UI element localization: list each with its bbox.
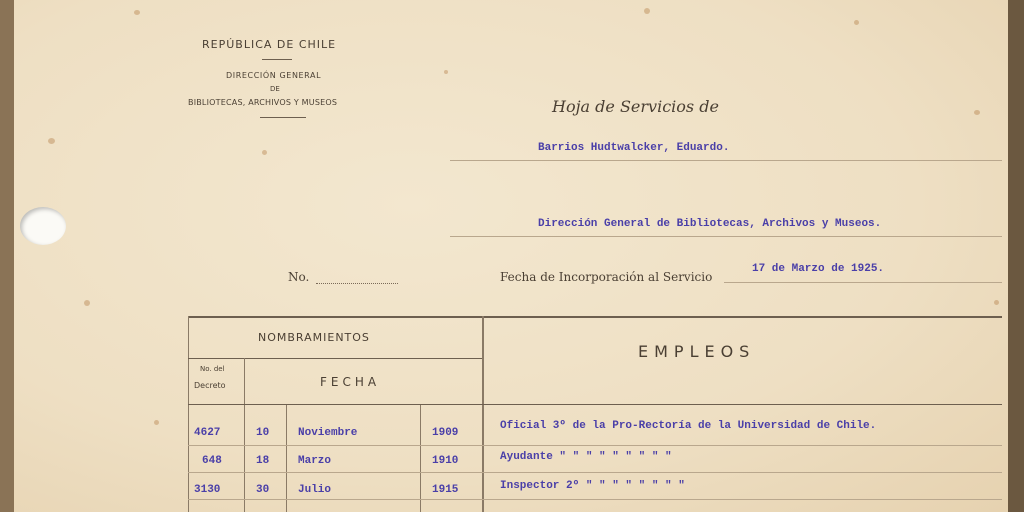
libraries-heading: BIBLIOTECAS, ARCHIVOS Y MUSEOS <box>188 98 338 107</box>
direction-heading: DIRECCIÓN GENERAL <box>226 71 322 80</box>
row-empleo: Inspector 2º " " " " " " " " <box>500 480 685 492</box>
row-rule <box>188 472 1002 473</box>
row-rule <box>188 499 1002 500</box>
row-day: 30 <box>256 484 270 496</box>
decreto-column-divider <box>244 358 245 512</box>
stain-spot <box>444 70 448 74</box>
header-divider <box>262 59 292 60</box>
table-header-divider <box>188 358 482 359</box>
row-decreto: 648 <box>202 455 222 467</box>
decreto-header-line2: Decreto <box>194 381 226 390</box>
row-empleo: Oficial 3º de la Pro-Rectoría de la Universidad de Chile. <box>500 420 877 432</box>
row-year: 1910 <box>432 455 459 467</box>
header-divider <box>260 117 306 118</box>
employee-name: Barrios Hudtwalcker, Eduardo. <box>538 142 730 154</box>
number-field <box>316 283 398 284</box>
stain-spot <box>994 300 999 305</box>
row-year: 1915 <box>432 484 459 496</box>
republic-heading: REPÚBLICA DE CHILE <box>202 38 337 51</box>
stain-spot <box>854 20 859 25</box>
incorporation-date-label: Fecha de Incorporación al Servicio <box>500 270 713 284</box>
row-month: Marzo <box>298 455 332 467</box>
nombramientos-header: NOMBRAMIENTOS <box>258 331 370 344</box>
row-year: 1909 <box>432 427 459 439</box>
page-right-edge <box>1008 0 1024 512</box>
page-left-edge <box>0 0 14 512</box>
field-rule <box>450 236 1002 237</box>
service-record-document <box>14 0 1008 512</box>
table-body-top <box>188 404 1002 405</box>
field-rule <box>450 160 1002 161</box>
empleos-header: EMPLEOS <box>638 342 756 361</box>
row-rule <box>188 445 1002 446</box>
fecha-header: FECHA <box>320 375 381 389</box>
stain-spot <box>84 300 90 306</box>
row-month: Noviembre <box>298 427 358 439</box>
table-column-divider <box>482 316 484 512</box>
stain-spot <box>262 150 267 155</box>
number-label: No. <box>288 270 310 284</box>
row-month: Julio <box>298 484 332 496</box>
decreto-header-line1: No. del <box>200 365 225 373</box>
day-column-divider <box>286 404 287 512</box>
stain-spot <box>48 138 55 144</box>
field-rule <box>724 282 1002 283</box>
stain-spot <box>974 110 980 115</box>
month-column-divider <box>420 404 421 512</box>
stain-spot <box>644 8 650 14</box>
row-decreto: 3130 <box>194 484 221 496</box>
hoja-de-servicios-label: Hoja de Servicios de <box>552 97 719 116</box>
row-decreto: 4627 <box>194 427 221 439</box>
table-top-border <box>188 316 1002 318</box>
stain-spot <box>154 420 159 425</box>
stain-spot <box>134 10 140 15</box>
table-left-border <box>188 316 189 512</box>
de-heading: DE <box>270 85 280 93</box>
row-day: 18 <box>256 455 270 467</box>
punch-hole <box>20 207 66 245</box>
department-name: Dirección General de Bibliotecas, Archivos y Museos. <box>538 218 882 230</box>
incorporation-date-value: 17 de Marzo de 1925. <box>752 263 885 275</box>
row-day: 10 <box>256 427 270 439</box>
row-empleo: Ayudante " " " " " " " " " <box>500 451 672 463</box>
